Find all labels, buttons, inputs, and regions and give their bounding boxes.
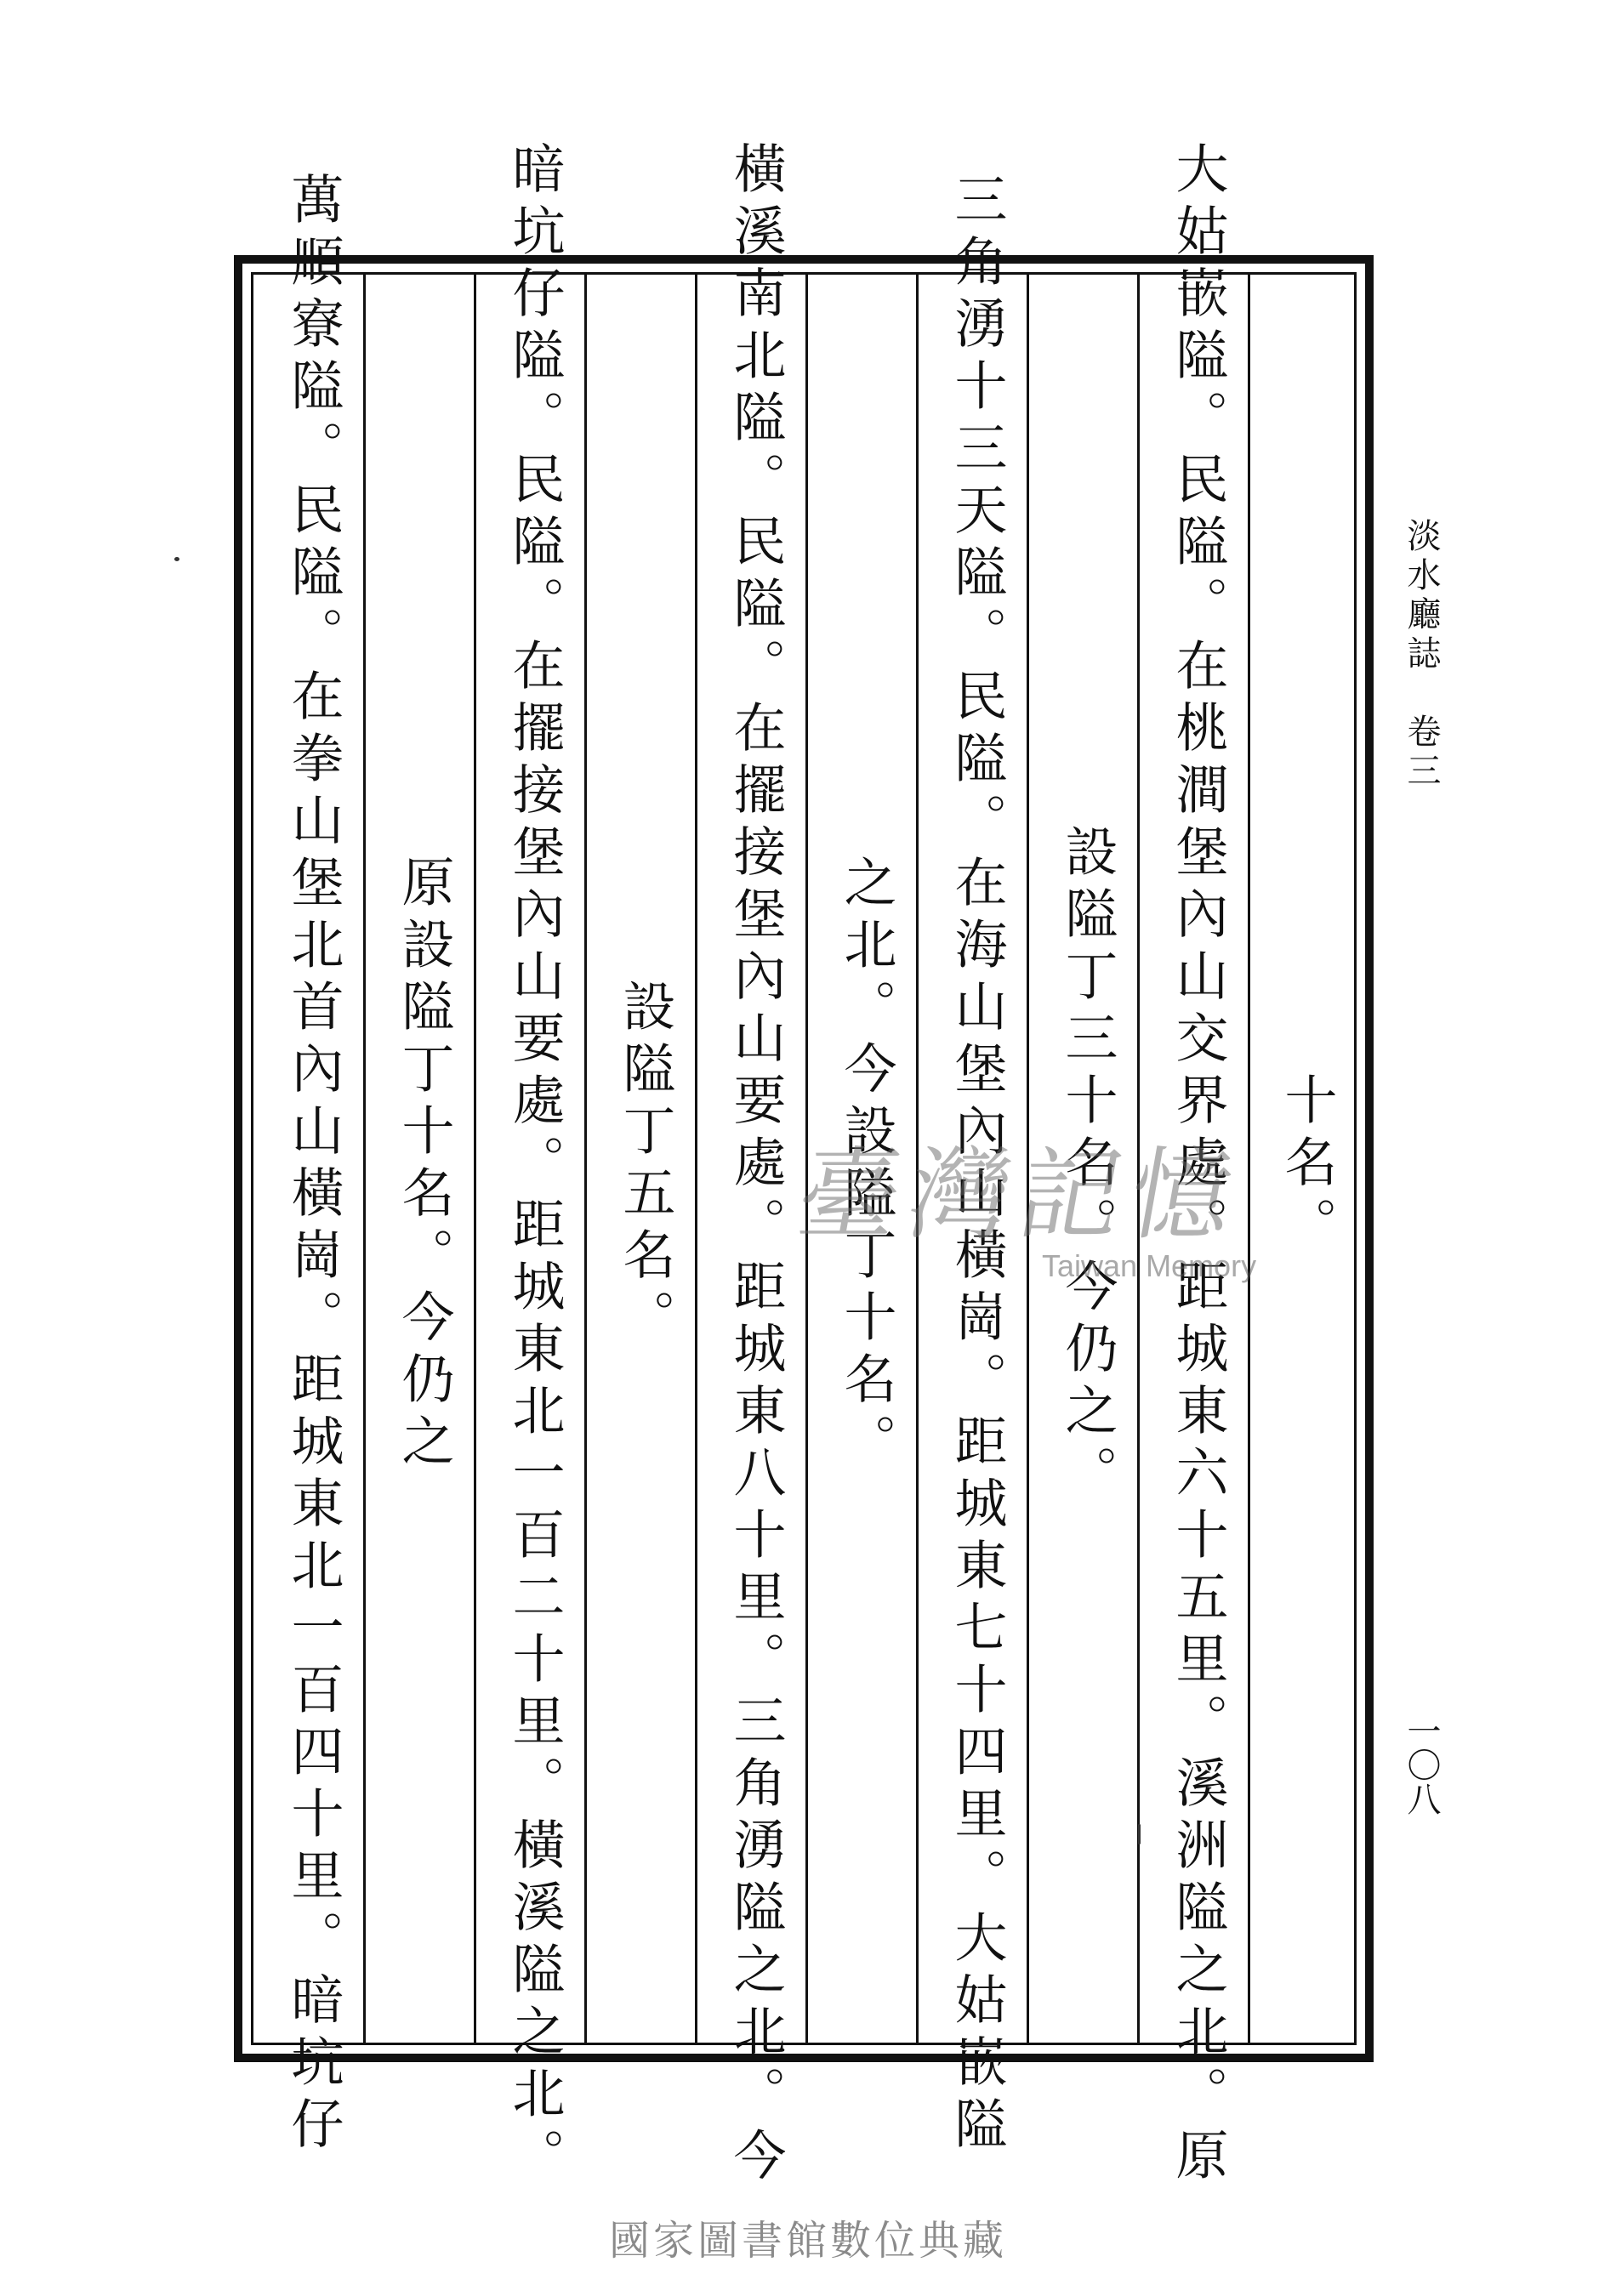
text-column-4: 三角湧十三天隘。民隘。在海山堡內山橫崗。距城東七十四里。大姑嵌隘 [946, 172, 1008, 2158]
watermark-latin-text: Taiwan Memory [1042, 1248, 1257, 1283]
text-column-10: 萬順寮隘。民隘。在拳山堡北首內山橫崗。距城東北一百四十里。暗坑仔 [282, 172, 344, 2158]
text-column-2: 大姑嵌隘。民隘。在桃澗堡內山交界處。距城東六十五里。溪洲隘之北。原 [1167, 140, 1229, 2190]
text-column-3: 設隘丁三十名。今仍之。 [1056, 823, 1118, 1507]
scan-speck [1138, 1824, 1141, 1844]
column-rule [916, 272, 919, 2045]
column-rule [805, 272, 808, 2045]
column-rule [695, 272, 697, 2045]
column-rule [474, 272, 476, 2045]
column-rule [1137, 272, 1140, 2045]
watermark-logo-text: 臺灣記憶 [788, 1136, 1253, 1253]
scan-speck [174, 557, 179, 561]
running-head: 淡水廳誌 卷三 [1402, 518, 1441, 792]
text-column-6: 橫溪南北隘。民隘。在擺接堡內山要處。距城東八十里。三角湧隘之北。今 [725, 140, 787, 2190]
column-rule [363, 272, 366, 2045]
column-rule [584, 272, 587, 2045]
text-column-5: 之北。今設隘丁十名。 [835, 855, 897, 1475]
text-column-7: 設隘丁五名。 [614, 979, 676, 1351]
column-rule [1027, 272, 1029, 2045]
text-column-9: 原設隘丁十名。今仍之 [393, 855, 455, 1475]
page-number: 一〇八 [1402, 1713, 1441, 1816]
text-column-8: 暗坑仔隘。民隘。在擺接堡內山要處。距城東北一百二十里。橫溪隘之北。 [504, 140, 566, 2190]
footer-credit: 國家圖書館數位典藏 [608, 2217, 1007, 2265]
text-column-1: 十名。 [1276, 1071, 1338, 1259]
column-rule [1248, 272, 1250, 2045]
